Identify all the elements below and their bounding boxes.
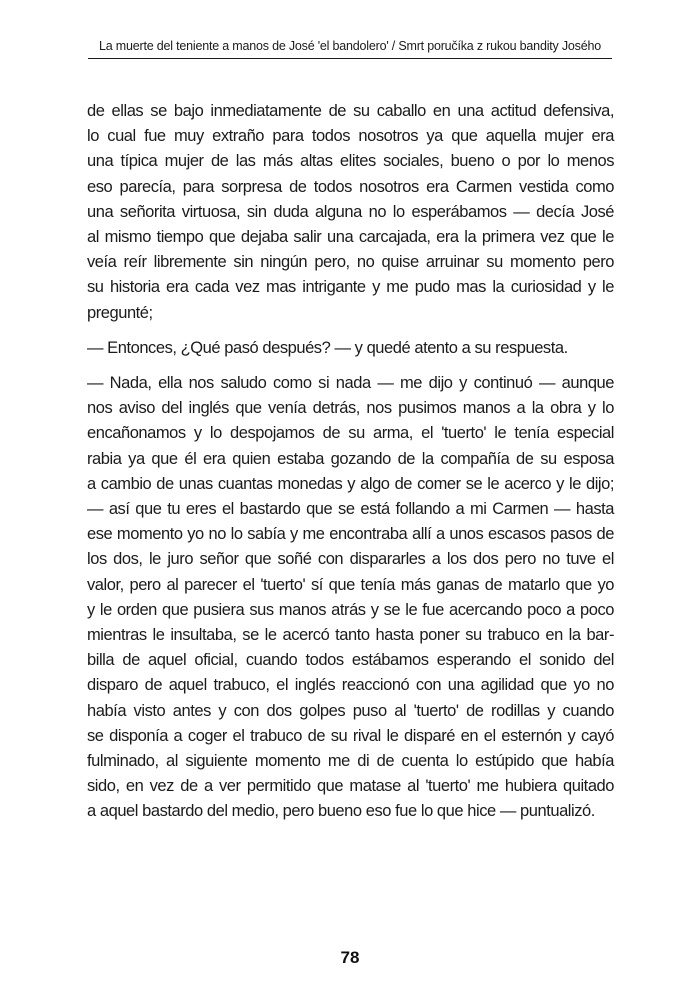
- text-line: disparo de aquel trabuco, el inglés reaccionó con una agilidad que yo no: [87, 676, 614, 695]
- text-line: los dos, le juro señor que soñé con dispararles a los dos pero no tuve el: [87, 550, 614, 569]
- text-line: se disponía a coger el trabuco de su rival le disparé en el esternón y cayó: [87, 726, 614, 745]
- text-line: una típica mujer de las más altas elites sociales, bueno o por lo menos: [87, 152, 614, 171]
- text-line: a cambio de unas cuantas monedas y algo de comer se le acerco y le dijo;: [87, 474, 614, 493]
- text-line: al mismo tiempo que dejaba salir una carcajada, era la primera vez que le: [87, 228, 614, 247]
- running-header: [0, 39, 700, 59]
- text-line: pregunté;: [87, 303, 153, 322]
- text-line: de ellas se bajo inmediatamente de su caballo en una actitud defensiva,: [87, 102, 614, 120]
- text-line: encañonamos y lo despojamos de su arma, el 'tuerto' le tenía especial: [87, 424, 614, 443]
- paragraph: [87, 336, 614, 361]
- page-body: [87, 99, 614, 825]
- text-line: rabia ya que él era quien estaba gozando de la compañía de su esposa: [87, 449, 614, 468]
- text-line: ese momento yo no lo sabía y me encontraba allí a unos escasos pasos de: [87, 525, 614, 544]
- header-rule: [88, 58, 612, 59]
- text-line: y le orden que pusiera sus manos atrás y se le fue acercando poco a poco: [87, 600, 614, 619]
- text-line: — Entonces, ¿Qué pasó después? — y quedé atento a su respuesta.: [87, 338, 568, 357]
- text-line: lo cual fue muy extraño para todos nosotros ya que aquella mujer era: [87, 127, 614, 146]
- text-line: había visto antes y con dos golpes puso al 'tuerto' de rodillas y cuando: [87, 701, 614, 720]
- text-line: — Nada, ella nos saludo como si nada — me dijo y continuó — aunque: [87, 374, 614, 393]
- text-line: una señorita virtuosa, sin duda alguna no lo esperábamos — decía José: [87, 202, 614, 221]
- text-line: valor, pero al parecer el 'tuerto' sí que tenía más ganas de matarlo que yo: [87, 575, 614, 594]
- text-line: sido, en vez de a ver permitido que matase al 'tuerto' me hubiera quitado: [87, 777, 614, 796]
- text-line: mientras le insultaba, se le acercó tanto hasta poner su trabuco en la bar-: [87, 626, 614, 645]
- paragraph: [87, 99, 614, 326]
- text-line: a aquel bastardo del medio, pero bueno eso fue lo que hice — puntualizó.: [87, 802, 595, 821]
- header-title: La muerte del teniente a manos de José 'el bandolero' / Smrt poručíka z rukou bandity Josého: [99, 39, 601, 53]
- text-line: — así que tu eres el bastardo que se está follando a mi Carmen — hasta: [87, 500, 614, 519]
- text-line: su historia era cada vez mas intrigante y me pudo mas la curiosidad y le: [87, 278, 614, 297]
- paragraph: [87, 371, 614, 825]
- text-line: billa de aquel oficial, cuando todos estábamos esperando el sonido del: [87, 651, 614, 670]
- page-number: 78: [340, 948, 360, 967]
- text-line: fulminado, al siguiente momento me di de cuenta lo estúpido que había: [87, 752, 614, 771]
- text-line: nos aviso del inglés que venía detrás, nos pusimos manos a la obra y lo: [87, 399, 614, 418]
- text-line: eso parecía, para sorpresa de todos nosotros era Carmen vestida como: [87, 177, 614, 196]
- text-line: veía reír libremente sin ningún pero, no quise arruinar su momento pero: [87, 253, 614, 272]
